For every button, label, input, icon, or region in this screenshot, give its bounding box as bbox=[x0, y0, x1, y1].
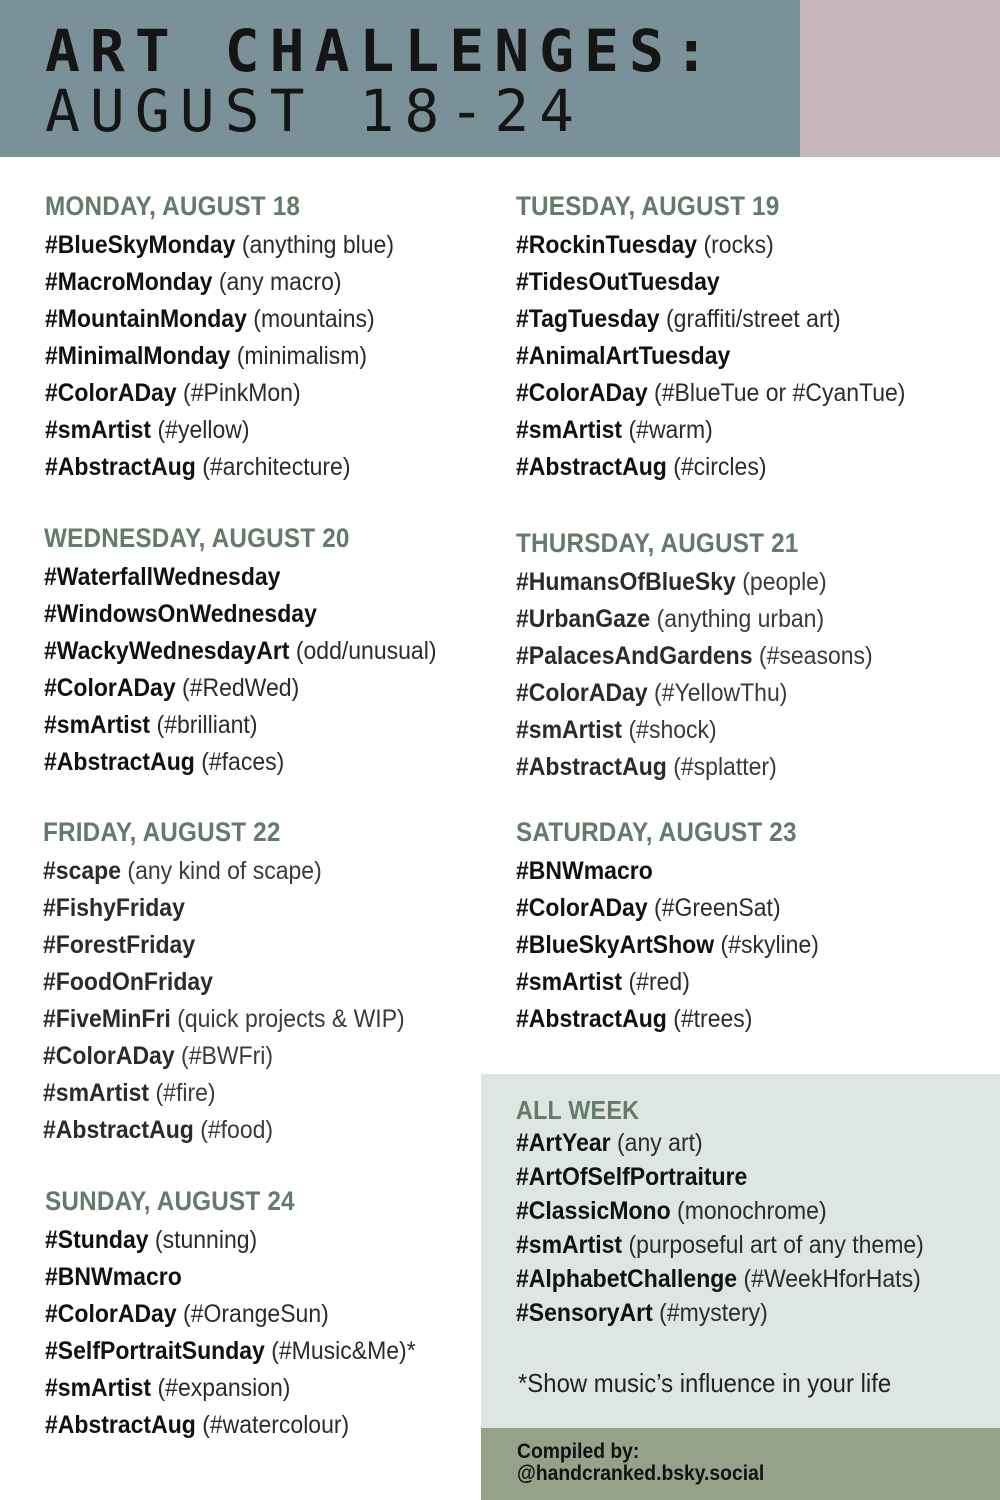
day-heading: TUESDAY, AUGUST 19 bbox=[516, 191, 780, 221]
challenge-item bbox=[516, 1001, 819, 1038]
hashtag: #AbstractAug bbox=[45, 1411, 196, 1439]
hashtag: #smArtist bbox=[516, 716, 623, 744]
tag-list bbox=[516, 853, 845, 1038]
challenge-item bbox=[44, 744, 436, 781]
hashtag-description: (#splatter) bbox=[673, 753, 777, 781]
challenge-item bbox=[516, 338, 905, 375]
tag-list bbox=[516, 564, 904, 786]
hashtag: #WindowsOnWednesday bbox=[44, 600, 317, 628]
hashtag: #ColorADay bbox=[43, 1042, 175, 1070]
hashtag-description: (#GreenSat) bbox=[654, 894, 781, 922]
hashtag-description: (#mystery) bbox=[659, 1299, 768, 1327]
hashtag: #scape bbox=[43, 857, 122, 885]
challenge-item bbox=[516, 1126, 924, 1160]
hashtag: #smArtist bbox=[516, 968, 623, 996]
hashtag-description: (#shock) bbox=[628, 716, 717, 744]
hashtag-description: (anything urban) bbox=[656, 605, 825, 633]
hashtag: #smArtist bbox=[516, 416, 623, 444]
challenge-item bbox=[516, 1228, 924, 1262]
hashtag: #ForestFriday bbox=[43, 931, 196, 959]
hashtag: #ColorADay bbox=[516, 379, 648, 407]
hashtag: #MacroMonday bbox=[45, 268, 213, 296]
day-heading: SATURDAY, AUGUST 23 bbox=[516, 817, 797, 847]
hashtag-description: (any kind of scape) bbox=[127, 857, 322, 885]
challenge-item bbox=[516, 1194, 924, 1228]
footnote: *Show music’s influence in your life bbox=[518, 1368, 892, 1398]
challenge-item bbox=[516, 927, 819, 964]
hashtag-description: (purposeful art of any theme) bbox=[628, 1231, 924, 1259]
day-heading: THURSDAY, AUGUST 21 bbox=[516, 528, 799, 558]
hashtag-description: (#PinkMon) bbox=[183, 379, 301, 407]
hashtag: #MountainMonday bbox=[45, 305, 247, 333]
hashtag-description: (odd/unusual) bbox=[295, 637, 437, 665]
challenge-item bbox=[45, 301, 394, 338]
hashtag: #AbstractAug bbox=[516, 1005, 667, 1033]
hashtag-description: (#skyline) bbox=[720, 931, 819, 959]
challenge-item bbox=[45, 1370, 416, 1407]
challenge-item bbox=[43, 1075, 405, 1112]
hashtag-description: (#BlueTue or #CyanTue) bbox=[654, 379, 906, 407]
challenge-item bbox=[43, 1001, 405, 1038]
hashtag-description: (rocks) bbox=[703, 231, 774, 259]
hashtag-description: (#BWFri) bbox=[181, 1042, 274, 1070]
tag-list bbox=[43, 853, 436, 1149]
hashtag: #WackyWednesdayArt bbox=[44, 637, 290, 665]
header-banner bbox=[0, 0, 800, 157]
challenge-item bbox=[516, 638, 873, 675]
hashtag-description: (#faces) bbox=[201, 748, 285, 776]
tag-list bbox=[45, 1222, 448, 1444]
hashtag-description: (any art) bbox=[617, 1129, 703, 1157]
hashtag-description: (#brilliant) bbox=[156, 711, 258, 739]
tag-list bbox=[516, 227, 939, 486]
hashtag: #TidesOutTuesday bbox=[516, 268, 720, 296]
day-heading: ALL WEEK bbox=[516, 1095, 640, 1125]
hashtag-description: (graffiti/street art) bbox=[665, 305, 841, 333]
challenge-item bbox=[516, 1160, 924, 1194]
challenge-item bbox=[45, 227, 394, 264]
hashtag-description: (#YellowThu) bbox=[654, 679, 788, 707]
challenge-item bbox=[44, 559, 436, 596]
hashtag: #ArtYear bbox=[516, 1129, 611, 1157]
hashtag-description: (#circles) bbox=[673, 453, 767, 481]
hashtag-description: (#food) bbox=[200, 1116, 274, 1144]
challenge-item bbox=[516, 412, 905, 449]
hashtag: #AlphabetChallenge bbox=[516, 1265, 738, 1293]
challenge-item bbox=[43, 1112, 405, 1149]
hashtag: #FiveMinFri bbox=[43, 1005, 171, 1033]
hashtag: #smArtist bbox=[516, 1231, 623, 1259]
hashtag: #RockinTuesday bbox=[516, 231, 698, 259]
hashtag-description: (#WeekHforHats) bbox=[743, 1265, 921, 1293]
challenge-item bbox=[516, 564, 873, 601]
day-heading: SUNDAY, AUGUST 24 bbox=[45, 1186, 295, 1216]
hashtag: #FishyFriday bbox=[43, 894, 185, 922]
day-section-wednesday bbox=[44, 521, 471, 781]
hashtag-description: (#fire) bbox=[155, 1079, 216, 1107]
challenge-item bbox=[516, 712, 873, 749]
hashtag: #TagTuesday bbox=[516, 305, 660, 333]
day-heading: MONDAY, AUGUST 18 bbox=[45, 191, 301, 221]
hashtag: #smArtist bbox=[45, 416, 152, 444]
challenge-item bbox=[45, 375, 394, 412]
challenge-item bbox=[45, 1222, 416, 1259]
hashtag-description: (people) bbox=[742, 568, 827, 596]
hashtag: #smArtist bbox=[45, 1374, 152, 1402]
challenge-item bbox=[45, 412, 394, 449]
hashtag: #ColorADay bbox=[516, 679, 648, 707]
hashtag: #BlueSkyArtShow bbox=[516, 931, 715, 959]
hashtag-description: (#yellow) bbox=[157, 416, 250, 444]
hashtag: #ColorADay bbox=[45, 1300, 177, 1328]
challenge-item bbox=[516, 449, 905, 486]
hashtag: #ColorADay bbox=[45, 379, 177, 407]
hashtag: #SensoryArt bbox=[516, 1299, 653, 1327]
tag-list bbox=[44, 559, 471, 781]
hashtag: #AbstractAug bbox=[43, 1116, 194, 1144]
hashtag-description: (#OrangeSun) bbox=[183, 1300, 329, 1328]
hashtag: #ClassicMono bbox=[516, 1197, 671, 1225]
challenge-item bbox=[43, 1038, 405, 1075]
hashtag-description: (#Music&Me)* bbox=[271, 1337, 416, 1365]
hashtag: #BlueSkyMonday bbox=[45, 231, 236, 259]
credit-panel bbox=[481, 1428, 1000, 1500]
challenge-item bbox=[516, 890, 819, 927]
day-heading: FRIDAY, AUGUST 22 bbox=[43, 817, 281, 847]
hashtag: #AbstractAug bbox=[45, 453, 196, 481]
challenge-item bbox=[44, 707, 436, 744]
challenge-item bbox=[516, 227, 905, 264]
hashtag: #MinimalMonday bbox=[45, 342, 231, 370]
hashtag-description: (stunning) bbox=[154, 1226, 258, 1254]
hashtag-description: (#expansion) bbox=[157, 1374, 291, 1402]
tag-list bbox=[516, 1126, 959, 1330]
day-section-saturday bbox=[516, 815, 845, 1038]
challenge-item bbox=[45, 449, 394, 486]
challenge-item bbox=[44, 633, 436, 670]
hashtag-description: (#trees) bbox=[673, 1005, 753, 1033]
page-subtitle-date: AUGUST 18-24 bbox=[45, 77, 585, 145]
hashtag: #FoodOnFriday bbox=[43, 968, 213, 996]
challenge-item bbox=[44, 670, 436, 707]
hashtag: #BNWmacro bbox=[45, 1263, 182, 1291]
hashtag: #HumansOfBlueSky bbox=[516, 568, 736, 596]
hashtag-description: (minimalism) bbox=[236, 342, 368, 370]
hashtag: #AbstractAug bbox=[516, 753, 667, 781]
hashtag: #AbstractAug bbox=[44, 748, 195, 776]
hashtag: #AbstractAug bbox=[516, 453, 667, 481]
challenge-item bbox=[516, 1262, 924, 1296]
day-heading: WEDNESDAY, AUGUST 20 bbox=[44, 523, 350, 553]
day-section-tuesday bbox=[516, 189, 939, 486]
challenge-item bbox=[516, 749, 873, 786]
hashtag-description: (#red) bbox=[628, 968, 690, 996]
day-section-monday bbox=[45, 189, 424, 486]
day-section-friday bbox=[43, 815, 436, 1149]
hashtag: #BNWmacro bbox=[516, 857, 653, 885]
credit-label: Compiled by: bbox=[517, 1440, 640, 1463]
hashtag-description: (monochrome) bbox=[677, 1197, 827, 1225]
day-section-all-week bbox=[516, 1094, 959, 1330]
challenge-item bbox=[44, 596, 436, 633]
all-week-panel bbox=[481, 1074, 1000, 1428]
challenge-item bbox=[45, 1407, 416, 1444]
challenge-item bbox=[43, 927, 405, 964]
hashtag: #ColorADay bbox=[44, 674, 176, 702]
challenge-item bbox=[516, 1296, 924, 1330]
hashtag-description: (#architecture) bbox=[202, 453, 351, 481]
hashtag-description: (#watercolour) bbox=[202, 1411, 350, 1439]
hashtag-description: (any macro) bbox=[218, 268, 342, 296]
credit-handle: @handcranked.bsky.social bbox=[517, 1462, 765, 1485]
day-section-thursday bbox=[516, 526, 904, 786]
hashtag: #UrbanGaze bbox=[516, 605, 651, 633]
hashtag: #Stunday bbox=[45, 1226, 149, 1254]
challenge-item bbox=[45, 264, 394, 301]
challenge-item bbox=[516, 301, 905, 338]
challenge-item bbox=[45, 1333, 416, 1370]
page-title: ART CHALLENGES: bbox=[45, 17, 719, 85]
challenge-item bbox=[516, 675, 873, 712]
hashtag-description: (quick projects & WIP) bbox=[177, 1005, 405, 1033]
challenge-item bbox=[516, 853, 819, 890]
hashtag-description: (mountains) bbox=[253, 305, 375, 333]
tag-list bbox=[45, 227, 424, 486]
challenge-item bbox=[516, 375, 905, 412]
challenge-item bbox=[516, 964, 819, 1001]
day-section-sunday bbox=[45, 1184, 448, 1444]
hashtag: #smArtist bbox=[43, 1079, 150, 1107]
header-color-swatch bbox=[800, 0, 1000, 157]
challenge-item bbox=[43, 964, 405, 1001]
hashtag-description: (anything blue) bbox=[241, 231, 395, 259]
hashtag: #SelfPortraitSunday bbox=[45, 1337, 265, 1365]
hashtag-description: (#warm) bbox=[628, 416, 713, 444]
hashtag-description: (#RedWed) bbox=[182, 674, 300, 702]
hashtag: #ArtOfSelfPortraiture bbox=[516, 1163, 748, 1191]
challenge-item bbox=[43, 853, 405, 890]
challenge-item bbox=[516, 264, 905, 301]
hashtag: #AnimalArtTuesday bbox=[516, 342, 731, 370]
challenge-item bbox=[45, 1296, 416, 1333]
challenge-item bbox=[45, 338, 394, 375]
hashtag: #PalacesAndGardens bbox=[516, 642, 753, 670]
challenge-item bbox=[43, 890, 405, 927]
hashtag-description: (#seasons) bbox=[758, 642, 873, 670]
hashtag: #ColorADay bbox=[516, 894, 648, 922]
hashtag: #smArtist bbox=[44, 711, 151, 739]
hashtag: #WaterfallWednesday bbox=[44, 563, 281, 591]
challenge-item bbox=[45, 1259, 416, 1296]
challenge-item bbox=[516, 601, 873, 638]
